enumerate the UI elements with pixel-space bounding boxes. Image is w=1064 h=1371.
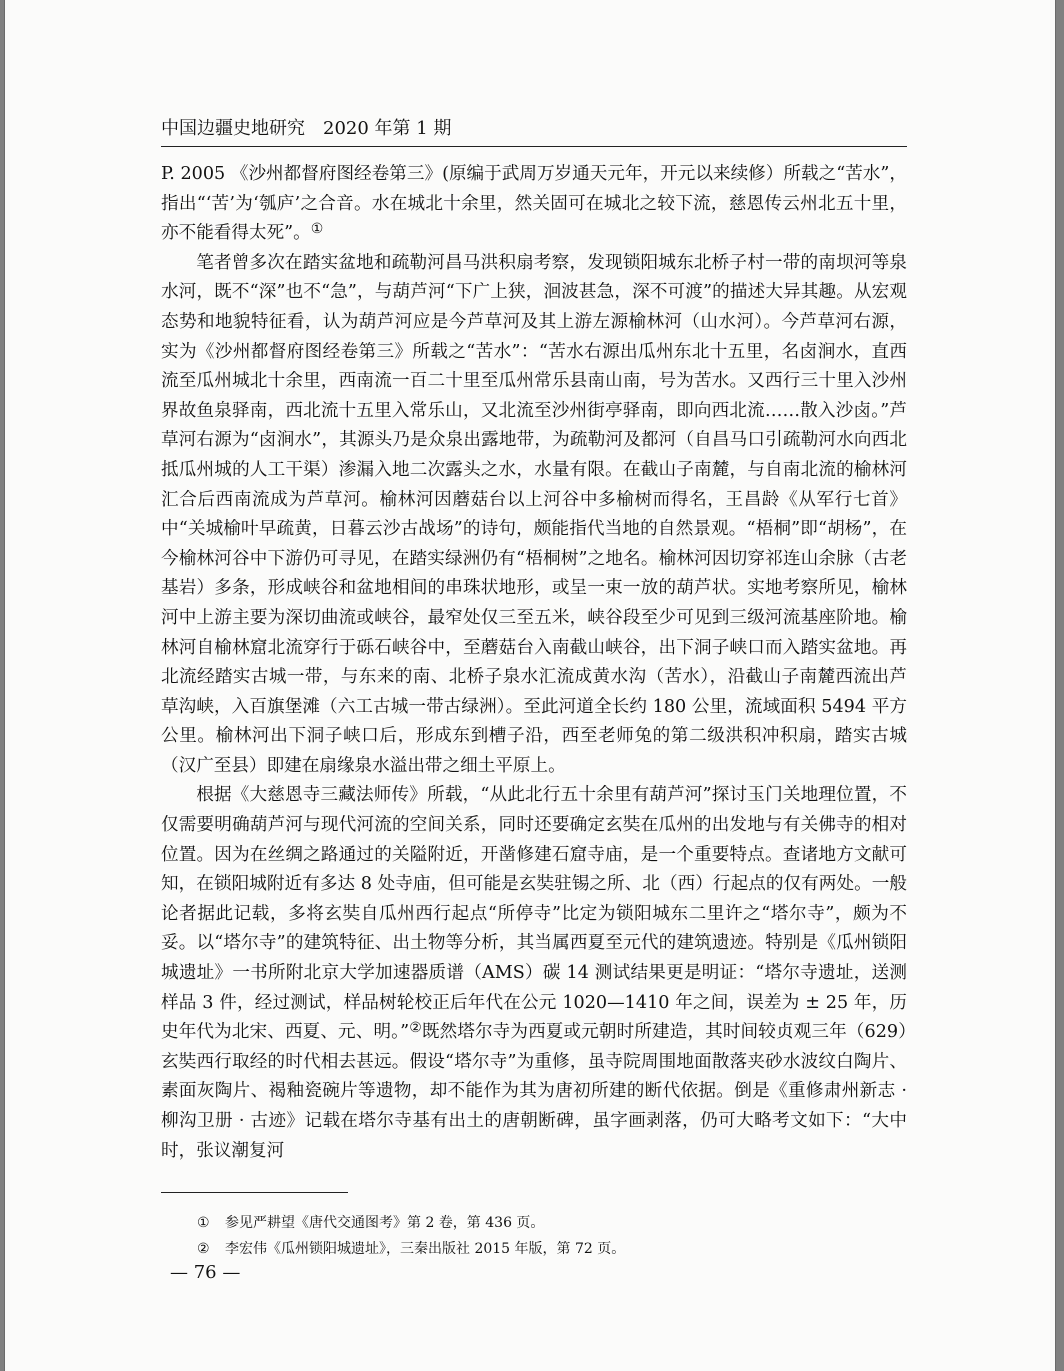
paragraph-1 [161,160,907,249]
footnote-1-mark: ① [197,1215,210,1231]
paragraph-1-text: P. 2005 《沙州都督府图经卷第三》(原编于武周万岁通天元年，开元以来续修）所载之“苦水”，指出“‘苦’为‘瓠庐’之合音。水在城北十余里，然关固可在城北之较下流，慈恩传云州北五十里，亦不能看得太死”。 [161,164,907,244]
article-body [161,160,907,1166]
paragraph-2: 笔者曾多次在踏实盆地和疏勒河昌马洪积扇考察，发现锁阳城东北桥子村一带的南坝河等泉水河，既不“深”也不“急”，与葫芦河“下广上狭，洄波甚急，深不可渡”的描述大异其趣。从宏观态势和地貌特征看，认为葫芦河应是今芦草河及其上游左源榆林河（山水河）。今芦草河右源，实为《沙州都督府图经卷第三》所载之“苦水”：“苦水右源出瓜州东北十五里，名卤涧水，直西流至瓜州城北十余里，西南流一百二十里至瓜州常乐县南山南，号为苦水。又西行三十里入沙州界故鱼泉驿南，西北流十五里入常乐山，又北流至沙州街亭驿南，即向西北流……散入沙卤。”芦草河右源为“卤涧水”，其源头乃是众泉出露地带，为疏勒河及都河（自昌马口引疏勒河水向西北抵瓜州城的人工干渠）渗漏入地二次露头之水，水量有限。在截山子南麓，与自南北流的榆林河汇合后西南流成为芦草河。榆林河因蘑菇台以上河谷中多榆树而得名，王昌龄《从军行七首》中“关城榆叶早疏黄，日暮云沙古战场”的诗句，颇能指代当地的自然景观。“梧桐”即“胡杨”，在今榆林河谷中下游仍可寻见，在踏实绿洲仍有“梧桐树”之地名。榆林河因切穿祁连山余脉（古老基岩）多条，形成峡谷和盆地相间的串珠状地形，或呈一束一放的葫芦状。实地考察所见，榆林河中上游主要为深切曲流或峡谷，最窄处仅三至五米，峡谷段至少可见到三级河流基座阶地。榆林河自榆林窟北流穿行于砾石峡谷中，至蘑菇台入南截山峡谷，出下洞子峡口而入踏实盆地。再北流经踏实古城一带，与东来的南、北桥子泉水汇流成黄水沟（苦水），沿截山子南麓西流出芦草沟峡，入百旗堡滩（六工古城一带古绿洲）。至此河道全长约 180 公里，流域面积 5494 平方公里。榆林河出下洞子峡口后，形成东到槽子沿，西至老师兔的第二级洪积冲积扇，踏实古城（汉广至县）即建在扇缘泉水溢出带之细土平原上。 [161,252,907,776]
header-rule [161,146,907,147]
footnote-2-text: 李宏伟《瓜州锁阳城遗址》，三秦出版社 2015 年版，第 72 页。 [225,1241,626,1257]
page-number: — 76 — [170,1262,241,1283]
paragraph-3-text-a: 根据《大慈恩寺三藏法师传》所载，“从此北行五十余里有葫芦河”探讨玉门关地理位置，不仅需要明确葫芦河与现代河流的空间关系，同时还要确定玄奘在瓜州的出发地与有关佛寺的相对位置。因为在丝绸之路通过的关隘附近，开凿修建石窟寺庙，是一个重要特点。查诸地方文献可知，在锁阳城附近有多达 8 处寺庙，但可能是玄奘驻锡之所、北（西）行起点的仅有两处。一般论者据此记载，多将玄奘自瓜州西行起点“所停寺”比定为锁阳城东二里许之“塔尔寺”，颇为不妥。以“塔尔寺”的建筑特征、出土物等分析，其当属西夏至元代的建筑遗迹。特别是《瓜州锁阳城遗址》一书所附北京大学加速器质谱（AMS）碳 14 测试结果更是明证：“塔尔寺遗址，送测样品 3 件，经过测试，样品树轮校正后年代在公元 1020—1410 年之间，误差为 ± 25 年，历史年代为北宋、西夏、元、明。” [161,785,907,1043]
footnotes [197,1210,897,1262]
journal-page [4,0,1056,1371]
footnote-1-text: 参见严耕望《唐代交通图考》第 2 卷，第 436 页。 [225,1215,545,1231]
paragraph-3-text-b: 既然塔尔寺为西夏或元朝时所建造，其时间较贞观三年（629）玄奘西行取经的时代相去甚远。假设“塔尔寺”为重修，虽寺院周围地面散落夹砂水波纹白陶片、素面灰陶片、褐釉瓷碗片等遗物，却不能作为其为唐初所建的断代依据。倒是《重修肃州新志 · 柳沟卫册 · 古迹》记载在塔尔寺基有出土的唐朝断碑，虽字画剥落，仍可大略考文如下：“大中时，张议潮复河 [161,1022,907,1161]
footnote-ref-1[interactable]: ① [310,221,324,238]
paragraph-3 [161,781,907,1166]
footnote-1 [197,1210,897,1236]
footnote-ref-2[interactable]: ② [409,1020,422,1037]
running-head: 中国边疆史地研究 2020 年第 1 期 [161,118,452,139]
footnote-2-mark: ② [197,1241,210,1257]
footnote-rule [161,1192,348,1193]
footnote-2 [197,1236,897,1262]
